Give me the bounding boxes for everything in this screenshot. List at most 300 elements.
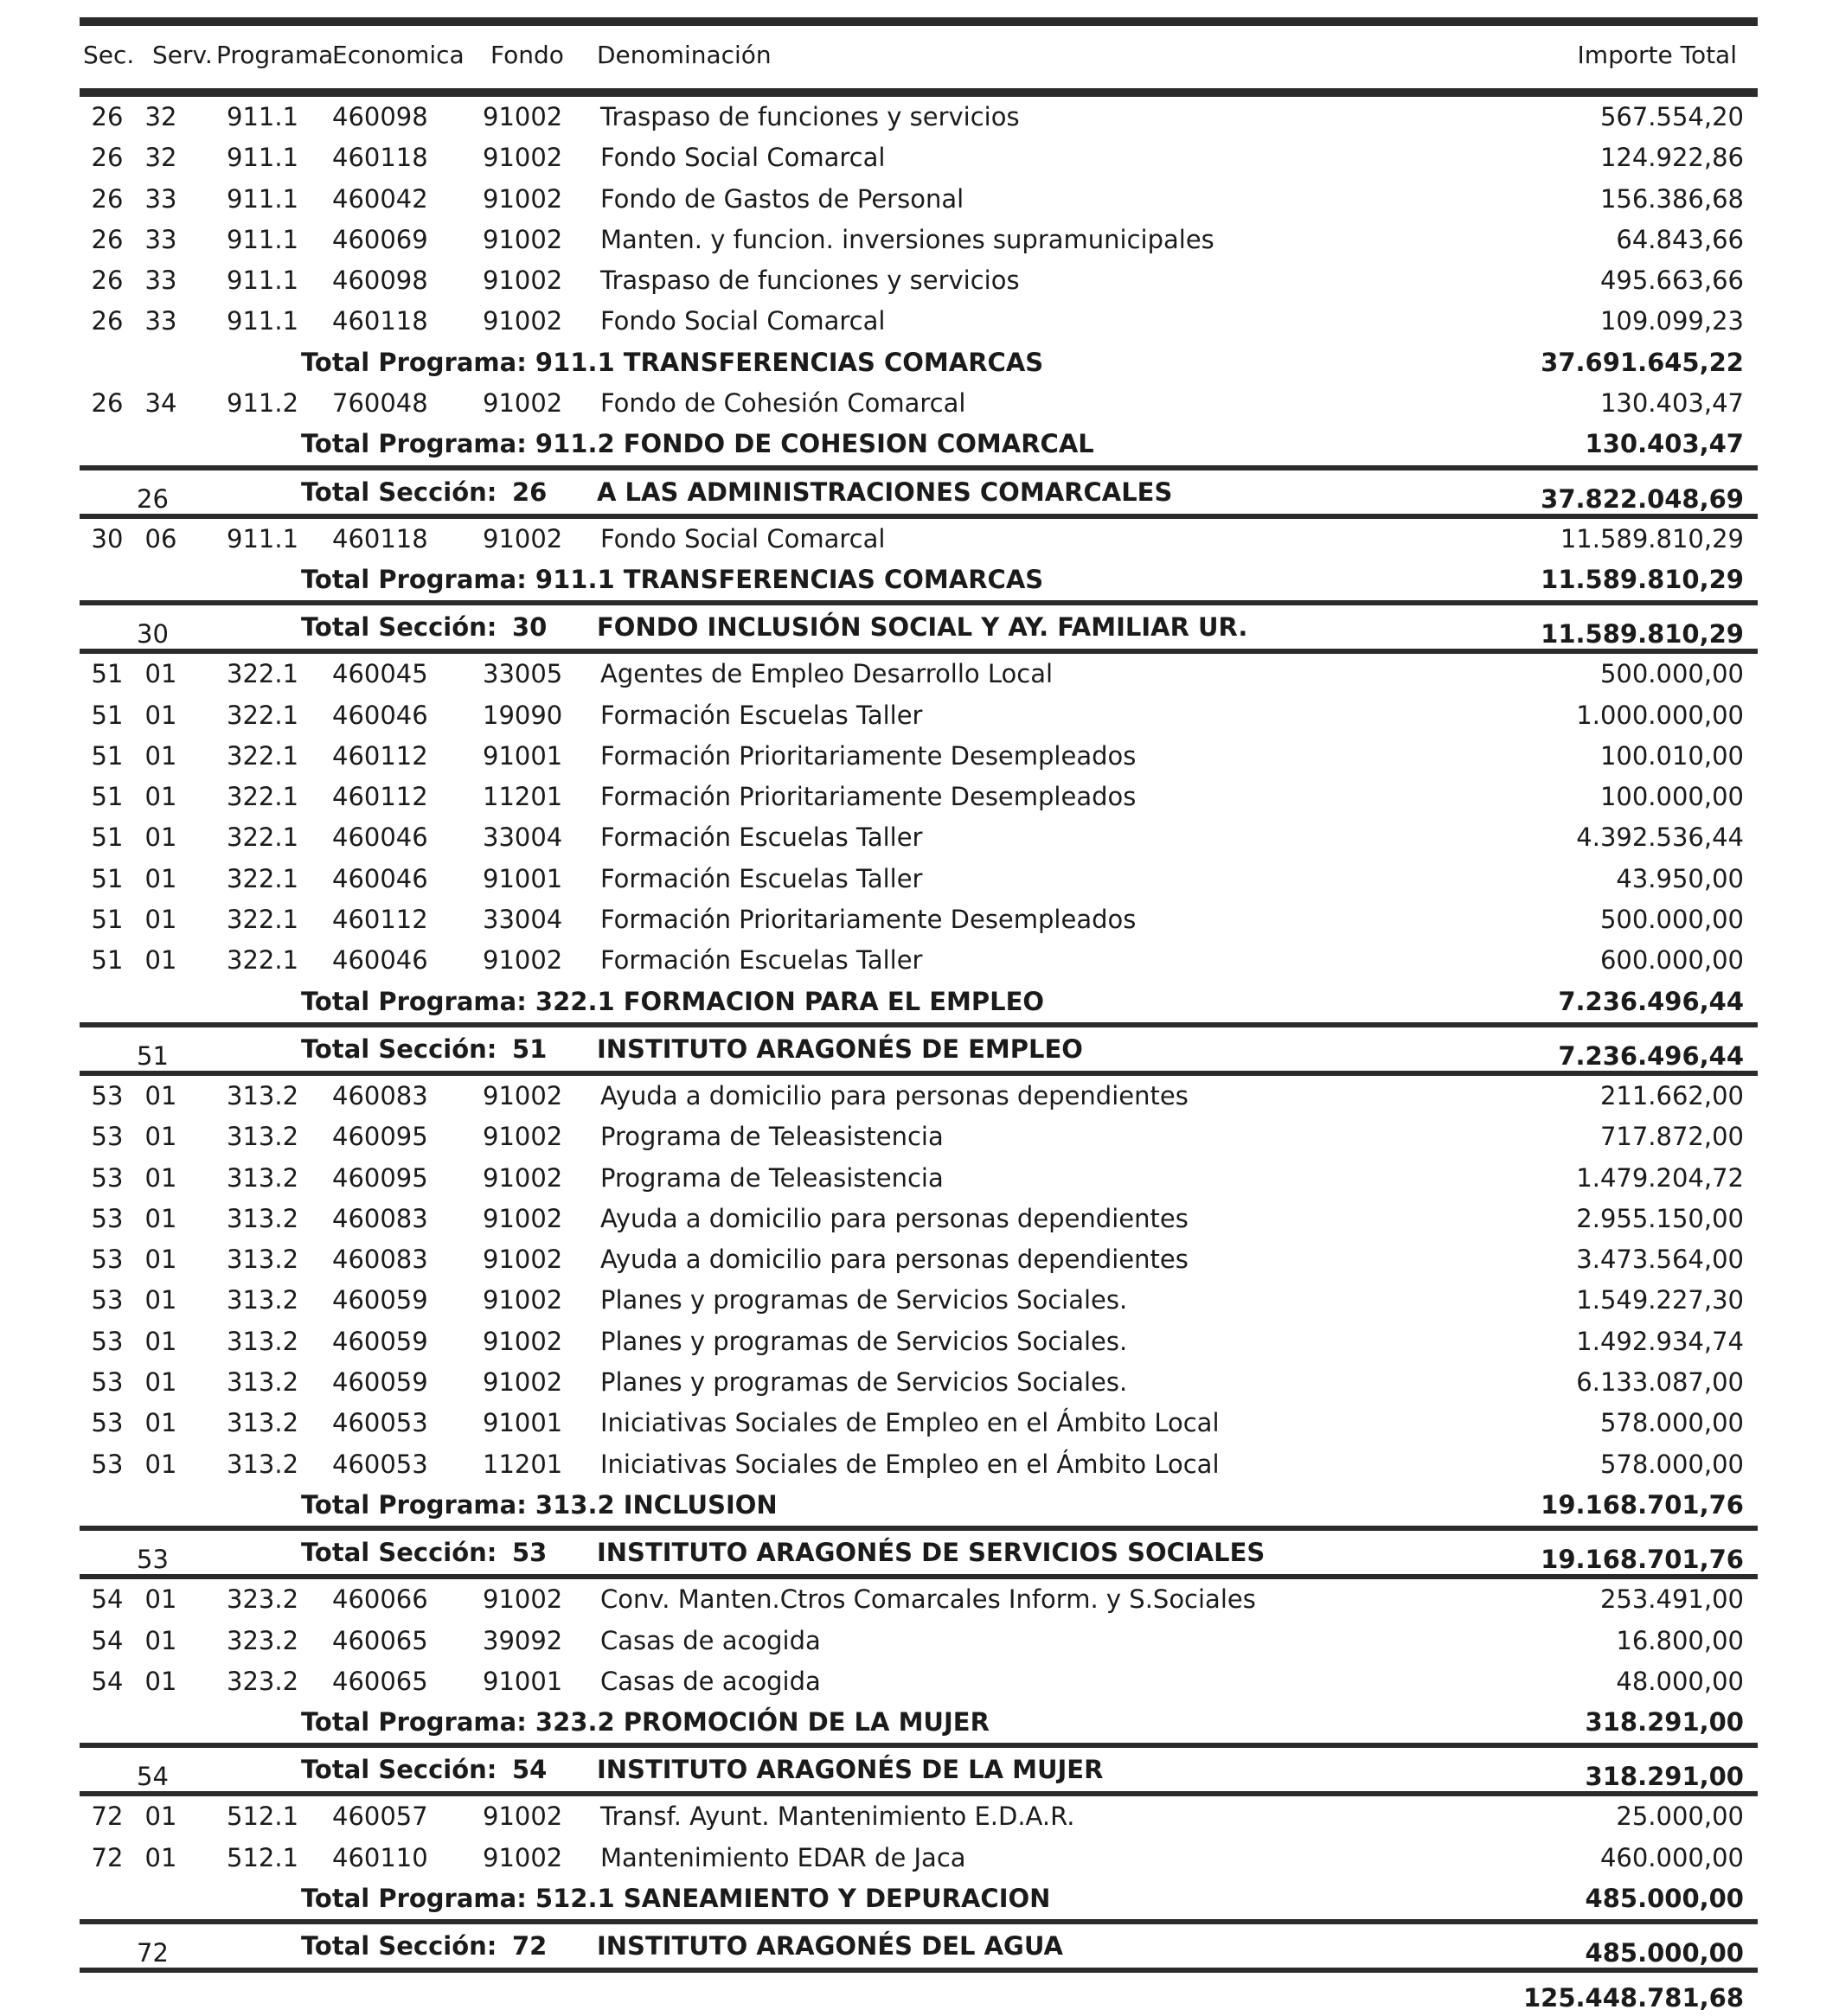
cell-programa: 313.2 (227, 1203, 299, 1233)
program-total-label: Total Programa: 911.1 TRANSFERENCIAS COMARCAS (301, 564, 1044, 594)
table-row (80, 138, 1758, 178)
cell-economica: 460065 (332, 1625, 428, 1655)
table-header (80, 17, 1758, 97)
cell-serv: 01 (144, 1408, 177, 1438)
cell-sec: 53 (91, 1162, 124, 1193)
section-total-value: 11.589.810,29 (1541, 619, 1744, 650)
cell-denominacion: Formación Prioritariamente Desempleados (600, 782, 1137, 812)
cell-denominacion: Formación Escuelas Taller (600, 822, 923, 853)
cell-fondo: 91002 (483, 183, 563, 214)
cell-fondo: 91002 (483, 1245, 563, 1275)
section-total-value: 318.291,00 (1585, 1762, 1744, 1792)
cell-importe: 6.133.087,00 (1576, 1367, 1744, 1398)
program-total-value: 19.168.701,76 (1541, 1489, 1744, 1520)
cell-importe: 1.549.227,30 (1576, 1285, 1744, 1315)
cell-fondo: 91002 (483, 102, 563, 131)
cell-importe: 48.000,00 (1616, 1666, 1744, 1696)
table-row (80, 1796, 1758, 1837)
cell-fondo: 91002 (483, 224, 563, 254)
cell-sec: 53 (91, 1122, 124, 1152)
section-number: 53 (137, 1545, 169, 1575)
cell-denominacion: Planes y programas de Servicios Sociales. (600, 1367, 1128, 1398)
cell-sec: 26 (91, 306, 124, 336)
cell-importe: 3.473.564,00 (1576, 1245, 1744, 1275)
table-row (80, 519, 1758, 560)
cell-sec: 53 (91, 1449, 124, 1479)
section-total-value: 485.000,00 (1585, 1938, 1744, 1968)
cell-programa: 322.1 (227, 905, 299, 935)
cell-economica: 460057 (332, 1802, 428, 1832)
section-name: FONDO INCLUSIÓN SOCIAL Y AY. FAMILIAR UR. (597, 612, 1248, 643)
table-row (80, 1076, 1758, 1117)
cell-fondo: 91002 (483, 1367, 563, 1398)
cell-serv: 33 (144, 266, 177, 296)
cell-importe: 109.099,23 (1599, 306, 1744, 336)
table-row (80, 899, 1758, 940)
cell-importe: 124.922,86 (1599, 143, 1744, 173)
cell-serv: 01 (144, 659, 177, 689)
cell-serv: 01 (144, 863, 177, 893)
cell-economica: 460045 (332, 659, 428, 689)
cell-programa: 512.1 (227, 1802, 299, 1832)
cell-denominacion: Programa de Teleasistencia (600, 1162, 944, 1193)
cell-denominacion: Ayuda a domicilio para personas dependientes (600, 1203, 1189, 1233)
section-total-row (80, 465, 1758, 519)
cell-importe: 64.843,66 (1616, 224, 1744, 254)
cell-importe: 11.589.810,29 (1560, 523, 1744, 554)
header-programa: Programa (216, 41, 334, 69)
section-total-label: Total Sección: (301, 1755, 497, 1785)
cell-economica: 460083 (332, 1080, 428, 1110)
cell-importe: 2.955.150,00 (1576, 1203, 1744, 1233)
cell-denominacion: Iniciativas Sociales de Empleo en el Ámbito Local (600, 1408, 1220, 1438)
cell-serv: 01 (144, 1449, 177, 1479)
section-code: 26 (512, 477, 548, 507)
cell-programa: 911.1 (227, 102, 299, 131)
program-total-label: Total Programa: 512.1 SANEAMIENTO Y DEPURACION (301, 1883, 1051, 1913)
cell-importe: 43.950,00 (1616, 863, 1744, 893)
cell-importe: 500.000,00 (1599, 905, 1744, 935)
cell-economica: 460059 (332, 1367, 428, 1398)
header-economica: Economica (332, 41, 465, 69)
cell-sec: 54 (91, 1666, 124, 1696)
cell-serv: 01 (144, 945, 177, 976)
cell-sec: 53 (91, 1203, 124, 1233)
table-row (80, 1158, 1758, 1199)
cell-serv: 01 (144, 782, 177, 812)
cell-serv: 01 (144, 1326, 177, 1356)
cell-fondo: 91001 (483, 1666, 563, 1696)
cell-denominacion: Formación Escuelas Taller (600, 863, 923, 893)
cell-sec: 26 (91, 266, 124, 296)
cell-sec: 26 (91, 183, 124, 214)
cell-serv: 01 (144, 1080, 177, 1110)
cell-serv: 01 (144, 822, 177, 853)
cell-fondo: 33004 (483, 905, 563, 935)
cell-importe: 25.000,00 (1616, 1802, 1744, 1832)
cell-fondo: 91002 (483, 1203, 563, 1233)
cell-importe: 1.479.204,72 (1576, 1162, 1744, 1193)
section-number: 51 (137, 1040, 169, 1071)
cell-importe: 156.386,68 (1599, 183, 1744, 214)
cell-economica: 460046 (332, 700, 428, 730)
cell-denominacion: Formación Prioritariamente Desempleados (600, 740, 1137, 771)
cell-serv: 32 (144, 102, 177, 131)
cell-denominacion: Planes y programas de Servicios Sociales. (600, 1285, 1128, 1315)
cell-fondo: 11201 (483, 782, 563, 812)
cell-importe: 16.800,00 (1616, 1625, 1744, 1655)
cell-serv: 01 (144, 1122, 177, 1152)
cell-economica: 460053 (332, 1449, 428, 1479)
cell-serv: 01 (144, 1625, 177, 1655)
cell-importe: 4.392.536,44 (1576, 822, 1744, 853)
cell-sec: 53 (91, 1326, 124, 1356)
cell-fondo: 33004 (483, 822, 563, 853)
cell-serv: 01 (144, 1367, 177, 1398)
cell-denominacion: Planes y programas de Servicios Sociales. (600, 1326, 1128, 1356)
cell-denominacion: Agentes de Empleo Desarrollo Local (600, 659, 1054, 689)
cell-fondo: 91002 (483, 388, 563, 419)
cell-programa: 911.1 (227, 183, 299, 214)
table-row (80, 1239, 1758, 1280)
cell-programa: 322.1 (227, 782, 299, 812)
cell-fondo: 91002 (483, 1842, 563, 1872)
cell-sec: 51 (91, 659, 124, 689)
cell-serv: 01 (144, 740, 177, 771)
cell-fondo: 91002 (483, 945, 563, 976)
cell-denominacion: Fondo Social Comarcal (600, 306, 886, 336)
table-row (80, 1838, 1758, 1878)
cell-sec: 53 (91, 1245, 124, 1275)
cell-sec: 26 (91, 143, 124, 173)
cell-denominacion: Formación Prioritariamente Desempleados (600, 905, 1137, 935)
cell-serv: 01 (144, 1285, 177, 1315)
cell-programa: 322.1 (227, 700, 299, 730)
cell-fondo: 91002 (483, 523, 563, 554)
table-row (80, 260, 1758, 301)
cell-sec: 72 (91, 1802, 124, 1832)
cell-sec: 53 (91, 1408, 124, 1438)
section-total-label: Total Sección: (301, 477, 497, 507)
table-row (80, 1403, 1758, 1443)
cell-economica: 460098 (332, 266, 428, 296)
program-total-value: 7.236.496,44 (1558, 986, 1744, 1016)
cell-sec: 30 (91, 523, 124, 554)
cell-importe: 495.663,66 (1599, 266, 1744, 296)
cell-serv: 34 (144, 388, 177, 419)
cell-sec: 72 (91, 1842, 124, 1872)
table-row (80, 1199, 1758, 1239)
cell-fondo: 91002 (483, 1326, 563, 1356)
cell-programa: 512.1 (227, 1842, 299, 1872)
cell-programa: 911.1 (227, 224, 299, 254)
cell-denominacion: Manten. y funcion. inversiones supramunicipales (600, 224, 1214, 254)
cell-denominacion: Casas de acogida (600, 1666, 821, 1696)
cell-economica: 460095 (332, 1162, 428, 1193)
table-row (80, 301, 1758, 342)
cell-importe: 717.872,00 (1599, 1122, 1744, 1152)
cell-economica: 460083 (332, 1203, 428, 1233)
cell-denominacion: Fondo de Gastos de Personal (600, 183, 964, 214)
cell-serv: 32 (144, 143, 177, 173)
section-code: 51 (512, 1034, 548, 1064)
cell-sec: 51 (91, 740, 124, 771)
cell-economica: 460069 (332, 224, 428, 254)
cell-denominacion: Conv. Manten.Ctros Comarcales Inform. y S.Sociales (600, 1584, 1256, 1615)
cell-economica: 460059 (332, 1326, 428, 1356)
cell-denominacion: Ayuda a domicilio para personas dependientes (600, 1080, 1189, 1110)
cell-importe: 567.554,20 (1599, 102, 1744, 131)
cell-denominacion: Iniciativas Sociales de Empleo en el Ámbito Local (600, 1449, 1220, 1479)
cell-fondo: 91002 (483, 1584, 563, 1615)
cell-economica: 460112 (332, 905, 428, 935)
cell-serv: 01 (144, 1162, 177, 1193)
section-total-label: Total Sección: (301, 612, 497, 643)
cell-sec: 53 (91, 1367, 124, 1398)
section-number: 54 (137, 1762, 169, 1792)
program-total-value: 130.403,47 (1585, 429, 1744, 459)
cell-serv: 33 (144, 183, 177, 214)
section-name: INSTITUTO ARAGONÉS DE LA MUJER (597, 1755, 1104, 1785)
cell-fondo: 91001 (483, 740, 563, 771)
cell-denominacion: Casas de acogida (600, 1625, 821, 1655)
program-total-row (80, 1702, 1758, 1743)
cell-economica: 460065 (332, 1666, 428, 1696)
section-total-row (80, 1022, 1758, 1076)
table-body (80, 97, 1758, 1973)
table-row (80, 695, 1758, 736)
table-row (80, 1362, 1758, 1403)
cell-sec: 51 (91, 905, 124, 935)
program-total-value: 485.000,00 (1585, 1883, 1744, 1913)
cell-importe: 500.000,00 (1599, 659, 1744, 689)
cell-programa: 322.1 (227, 659, 299, 689)
program-total-row (80, 424, 1758, 464)
cell-fondo: 91002 (483, 1162, 563, 1193)
cell-serv: 01 (144, 1666, 177, 1696)
program-total-row (80, 342, 1758, 383)
cell-programa: 323.2 (227, 1584, 299, 1615)
table-row (80, 1661, 1758, 1702)
section-total-label: Total Sección: (301, 1538, 497, 1568)
section-total-label: Total Sección: (301, 1034, 497, 1064)
table-row (80, 1444, 1758, 1485)
section-number: 30 (137, 619, 169, 650)
table-row (80, 736, 1758, 777)
cell-programa: 313.2 (227, 1408, 299, 1438)
cell-denominacion: Fondo Social Comarcal (600, 143, 886, 173)
cell-serv: 01 (144, 1203, 177, 1233)
header-sec: Sec. (83, 41, 135, 69)
cell-economica: 460066 (332, 1584, 428, 1615)
cell-programa: 323.2 (227, 1666, 299, 1696)
cell-economica: 460110 (332, 1842, 428, 1872)
table-row (80, 179, 1758, 220)
program-total-row (80, 982, 1758, 1022)
header-serv: Serv. (152, 41, 213, 69)
section-name: INSTITUTO ARAGONÉS DE SERVICIOS SOCIALES (597, 1538, 1266, 1568)
cell-importe: 100.010,00 (1599, 740, 1744, 771)
cell-economica: 460042 (332, 183, 428, 214)
cell-importe: 460.000,00 (1599, 1842, 1744, 1872)
cell-fondo: 91002 (483, 1802, 563, 1832)
table-row (80, 97, 1758, 138)
cell-programa: 313.2 (227, 1162, 299, 1193)
section-total-row (80, 600, 1758, 654)
section-name: INSTITUTO ARAGONÉS DE EMPLEO (597, 1034, 1083, 1064)
cell-importe: 578.000,00 (1599, 1408, 1744, 1438)
table-row (80, 1621, 1758, 1661)
cell-fondo: 91002 (483, 1080, 563, 1110)
cell-denominacion: Programa de Teleasistencia (600, 1122, 944, 1152)
cell-programa: 322.1 (227, 863, 299, 893)
program-total-label: Total Programa: 322.1 FORMACION PARA EL EMPLEO (301, 986, 1045, 1016)
cell-programa: 322.1 (227, 740, 299, 771)
cell-sec: 51 (91, 945, 124, 976)
cell-serv: 33 (144, 224, 177, 254)
cell-fondo: 91001 (483, 863, 563, 893)
program-total-row (80, 1485, 1758, 1526)
cell-economica: 460095 (332, 1122, 428, 1152)
cell-importe: 253.491,00 (1599, 1584, 1744, 1615)
cell-programa: 911.2 (227, 388, 299, 419)
program-total-value: 318.291,00 (1585, 1707, 1744, 1738)
cell-fondo: 91002 (483, 143, 563, 173)
header-fondo: Fondo (490, 41, 564, 69)
section-total-value: 37.822.048,69 (1541, 483, 1744, 514)
cell-economica: 460118 (332, 523, 428, 554)
cell-sec: 54 (91, 1584, 124, 1615)
table-row (80, 1579, 1758, 1620)
cell-importe: 600.000,00 (1599, 945, 1744, 976)
cell-sec: 26 (91, 102, 124, 131)
section-total-label: Total Sección: (301, 1931, 497, 1962)
cell-fondo: 91002 (483, 306, 563, 336)
program-total-label: Total Programa: 911.1 TRANSFERENCIAS COMARCAS (301, 347, 1044, 377)
cell-sec: 26 (91, 388, 124, 419)
cell-denominacion: Traspaso de funciones y servicios (600, 102, 1020, 131)
table-row (80, 859, 1758, 899)
cell-fondo: 11201 (483, 1449, 563, 1479)
cell-serv: 01 (144, 1842, 177, 1872)
cell-importe: 578.000,00 (1599, 1449, 1744, 1479)
cell-fondo: 19090 (483, 700, 563, 730)
header-importe: Importe Total (1577, 41, 1737, 69)
cell-programa: 911.1 (227, 306, 299, 336)
cell-programa: 911.1 (227, 143, 299, 173)
cell-economica: 460053 (332, 1408, 428, 1438)
cell-economica: 460118 (332, 306, 428, 336)
cell-denominacion: Traspaso de funciones y servicios (600, 266, 1020, 296)
cell-sec: 51 (91, 863, 124, 893)
section-code: 53 (512, 1538, 548, 1568)
cell-programa: 911.1 (227, 266, 299, 296)
grand-total-row (80, 1973, 1758, 2016)
table-row (80, 940, 1758, 981)
cell-economica: 460046 (332, 945, 428, 976)
cell-programa: 313.2 (227, 1326, 299, 1356)
section-name: A LAS ADMINISTRACIONES COMARCALES (597, 477, 1173, 507)
section-total-row (80, 1743, 1758, 1796)
cell-sec: 26 (91, 224, 124, 254)
cell-sec: 53 (91, 1080, 124, 1110)
cell-economica: 460118 (332, 143, 428, 173)
section-code: 72 (512, 1931, 548, 1962)
program-total-label: Total Programa: 313.2 INCLUSION (301, 1489, 778, 1520)
cell-economica: 760048 (332, 388, 428, 419)
program-total-label: Total Programa: 323.2 PROMOCIÓN DE LA MUJER (301, 1707, 990, 1738)
cell-economica: 460059 (332, 1285, 428, 1315)
section-number: 26 (137, 483, 169, 514)
cell-importe: 130.403,47 (1599, 388, 1744, 419)
cell-programa: 323.2 (227, 1625, 299, 1655)
grand-total-value: 125.448.781,68 (1522, 1983, 1744, 2013)
cell-denominacion: Formación Escuelas Taller (600, 700, 923, 730)
program-total-row (80, 560, 1758, 600)
program-total-label: Total Programa: 911.2 FONDO DE COHESION COMARCAL (301, 429, 1094, 459)
cell-sec: 51 (91, 822, 124, 853)
cell-importe: 1.000.000,00 (1576, 700, 1744, 730)
cell-denominacion: Transf. Ayunt. Mantenimiento E.D.A.R. (600, 1802, 1075, 1832)
section-total-row (80, 1919, 1758, 1973)
section-total-value: 19.168.701,76 (1541, 1545, 1744, 1575)
table-row (80, 1322, 1758, 1362)
program-total-value: 11.589.810,29 (1541, 564, 1744, 594)
cell-programa: 313.2 (227, 1449, 299, 1479)
table-row (80, 1117, 1758, 1157)
cell-sec: 53 (91, 1285, 124, 1315)
cell-denominacion: Fondo de Cohesión Comarcal (600, 388, 966, 419)
cell-serv: 06 (144, 523, 177, 554)
cell-programa: 313.2 (227, 1245, 299, 1275)
table-row (80, 1280, 1758, 1321)
cell-programa: 322.1 (227, 945, 299, 976)
cell-fondo: 91001 (483, 1408, 563, 1438)
cell-economica: 460112 (332, 782, 428, 812)
cell-fondo: 91002 (483, 266, 563, 296)
cell-economica: 460046 (332, 863, 428, 893)
cell-sec: 51 (91, 700, 124, 730)
cell-fondo: 39092 (483, 1625, 563, 1655)
section-name: INSTITUTO ARAGONÉS DEL AGUA (597, 1931, 1063, 1962)
header-denominacion: Denominación (597, 41, 772, 69)
cell-denominacion: Mantenimiento EDAR de Jaca (600, 1842, 966, 1872)
cell-programa: 313.2 (227, 1122, 299, 1152)
cell-serv: 01 (144, 1584, 177, 1615)
cell-denominacion: Fondo Social Comarcal (600, 523, 886, 554)
budget-table (80, 17, 1758, 2016)
cell-denominacion: Ayuda a domicilio para personas dependientes (600, 1245, 1189, 1275)
cell-serv: 01 (144, 700, 177, 730)
cell-sec: 51 (91, 782, 124, 812)
cell-serv: 01 (144, 1245, 177, 1275)
cell-economica: 460112 (332, 740, 428, 771)
section-total-value: 7.236.496,44 (1558, 1040, 1744, 1071)
cell-importe: 1.492.934,74 (1576, 1326, 1744, 1356)
cell-programa: 911.1 (227, 523, 299, 554)
table-row (80, 220, 1758, 260)
cell-denominacion: Formación Escuelas Taller (600, 945, 923, 976)
cell-serv: 01 (144, 1802, 177, 1832)
cell-importe: 211.662,00 (1599, 1080, 1744, 1110)
cell-economica: 460046 (332, 822, 428, 853)
cell-importe: 100.000,00 (1599, 782, 1744, 812)
cell-fondo: 91002 (483, 1122, 563, 1152)
cell-programa: 313.2 (227, 1367, 299, 1398)
section-number: 72 (137, 1938, 169, 1968)
cell-serv: 01 (144, 905, 177, 935)
cell-programa: 313.2 (227, 1285, 299, 1315)
